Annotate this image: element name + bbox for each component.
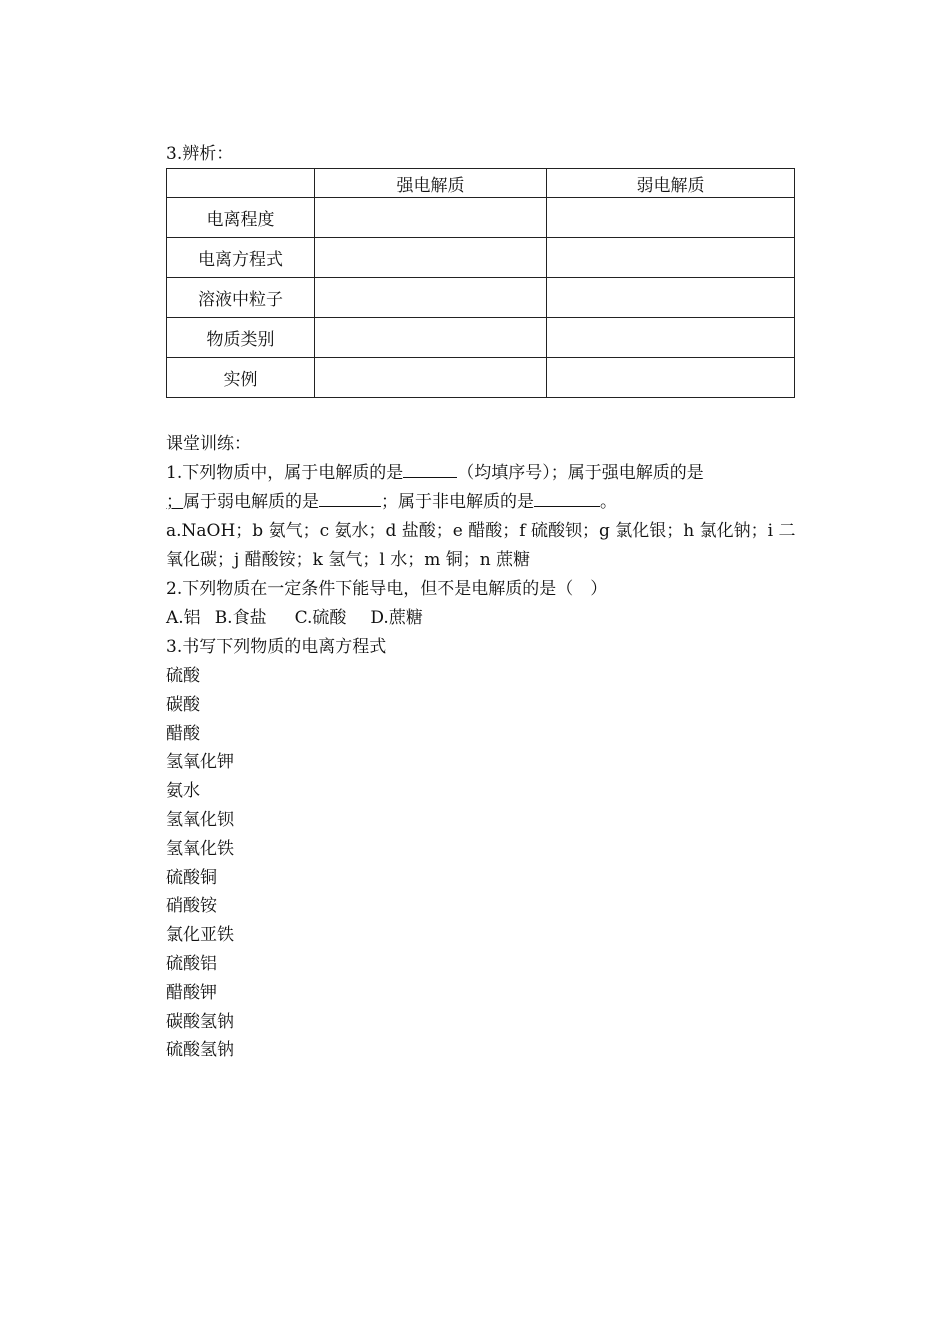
table-header-cell: 弱电解质	[547, 169, 795, 198]
table-header-cell	[167, 169, 315, 198]
practice-title: 课堂训练：	[166, 434, 251, 454]
question-1-items-1: a.NaOH；b 氨气；c 氨水；d 盐酸；e 醋酸；f 硫酸钡；g 氯化银；h 氯化钠；i 二	[166, 521, 796, 541]
list-item: 醋酸钾	[166, 982, 217, 1003]
option-c[interactable]: C.硫酸	[294, 608, 347, 628]
row-label: 电离方程式	[167, 238, 315, 278]
document-page	[166, 140, 796, 1065]
question-1-line-2: ；属于弱电解质的是 ；属于非电解质的是 。	[166, 488, 796, 517]
question-1-items-2: 氧化碳；j 醋酸铵；k 氢气；l 水；m 铜；n 蔗糖	[166, 550, 531, 570]
comparison-table	[166, 168, 795, 398]
substance-list	[166, 662, 796, 1065]
question-2: 2.下列物质在一定条件下能导电，但不是电解质的是（ ）	[166, 579, 608, 599]
question-3: 3.书写下列物质的电离方程式	[166, 637, 387, 657]
list-item: 硝酸铵	[166, 896, 217, 917]
answer-cell[interactable]	[315, 278, 547, 318]
answer-cell[interactable]	[315, 238, 547, 278]
answer-blank-electrolyte[interactable]	[403, 459, 457, 478]
table-row	[167, 238, 795, 278]
row-label: 电离程度	[167, 198, 315, 238]
option-b[interactable]: B.食盐	[214, 608, 267, 628]
answer-cell[interactable]	[315, 318, 547, 358]
list-item: 氨水	[166, 781, 200, 802]
answer-cell[interactable]	[547, 238, 795, 278]
list-item: 硫酸铜	[166, 867, 217, 888]
list-item: 氯化亚铁	[166, 925, 234, 946]
question-1-line-1: 1.下列物质中，属于电解质的是 （均填序号）；属于强电解质的是	[166, 459, 796, 488]
answer-blank-weak[interactable]	[319, 488, 381, 507]
list-item: 醋酸	[166, 723, 200, 744]
option-d[interactable]: D.蔗糖	[370, 608, 423, 628]
answer-blank-nonelectrolyte[interactable]	[534, 488, 600, 507]
table-row	[167, 278, 795, 318]
list-item: 氢氧化钾	[166, 752, 234, 773]
list-item: 硫酸铝	[166, 953, 217, 974]
answer-cell[interactable]	[315, 358, 547, 398]
list-item: 氢氧化钡	[166, 809, 234, 830]
option-a[interactable]: A.铝	[166, 608, 201, 628]
list-item: 氢氧化铁	[166, 838, 234, 859]
section-title: 3.辨析：	[166, 144, 234, 164]
answer-cell[interactable]	[315, 198, 547, 238]
table-row	[167, 198, 795, 238]
table-row	[167, 318, 795, 358]
answer-cell[interactable]	[547, 198, 795, 238]
row-label: 物质类别	[167, 318, 315, 358]
list-item: 硫酸氢钠	[166, 1040, 234, 1061]
answer-cell[interactable]	[547, 318, 795, 358]
row-label: 实例	[167, 358, 315, 398]
list-item: 硫酸	[166, 666, 200, 686]
row-label: 溶液中粒子	[167, 278, 315, 318]
answer-blank-strong[interactable]: ；	[166, 492, 183, 512]
table-row	[167, 358, 795, 398]
list-item: 碳酸氢钠	[166, 1011, 234, 1032]
list-item: 碳酸	[166, 694, 200, 715]
answer-cell[interactable]	[547, 358, 795, 398]
table-header-row	[167, 169, 795, 198]
table-header-cell: 强电解质	[315, 169, 547, 198]
question-2-options	[166, 604, 796, 633]
answer-cell[interactable]	[547, 278, 795, 318]
